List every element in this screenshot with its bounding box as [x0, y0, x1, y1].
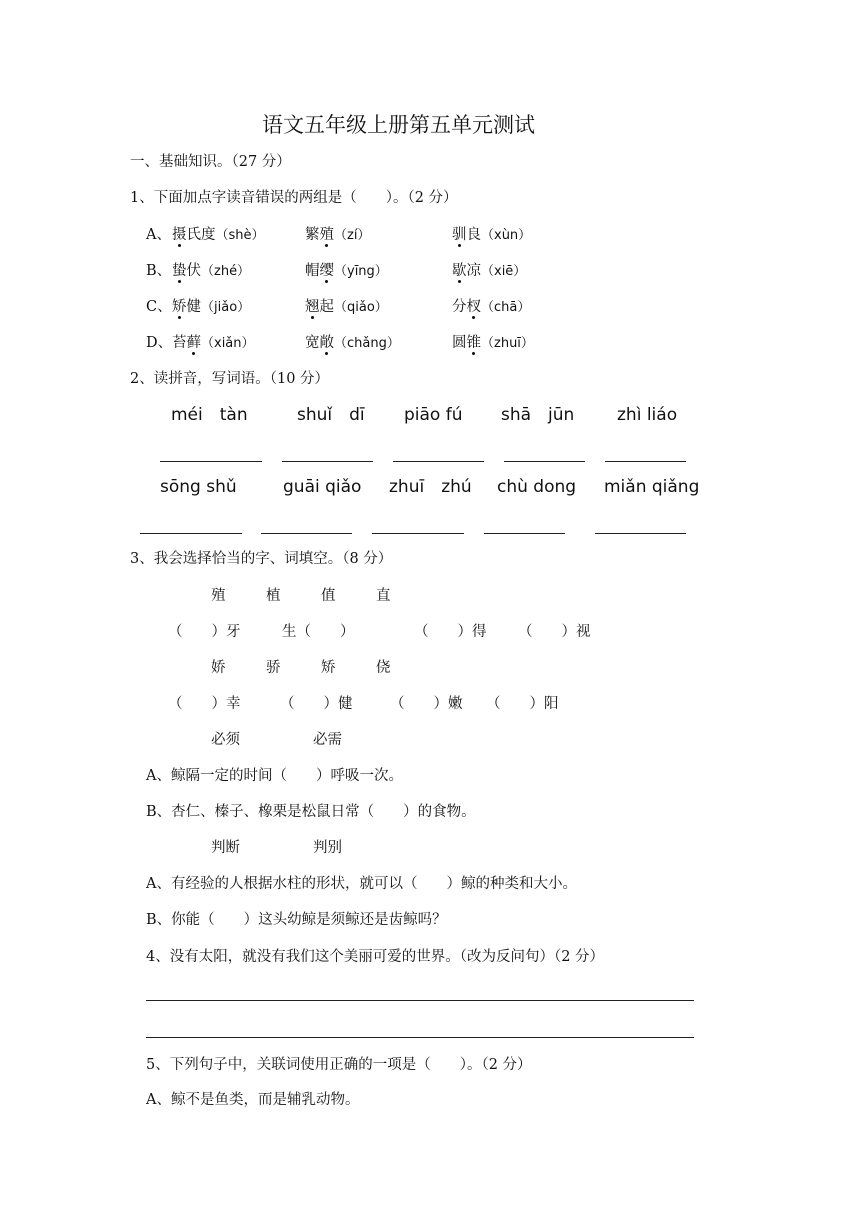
dotted-character: 锥: [466, 335, 481, 351]
pinyin-prompt: méi tàn: [171, 405, 248, 425]
answer-line[interactable]: [605, 461, 686, 462]
dotted-character: 缨: [319, 263, 334, 279]
sentence-a: A、有经验的人根据水柱的形状，就可以（ ）鲸的种类和大小。: [146, 876, 577, 892]
choice-character: 侥: [376, 660, 391, 676]
sentence-b: B、你能（ ）这头幼鲸是须鲸还是齿鲸吗？: [146, 912, 447, 928]
pinyin: （zhuī）: [481, 336, 534, 351]
pinyin-prompt: guāi qiǎo: [283, 477, 362, 497]
option-word: [172, 228, 265, 243]
dotted-character: 殖: [319, 227, 334, 243]
pinyin-prompt: zhì liáo: [617, 405, 678, 425]
pinyin: （xiǎn）: [201, 336, 255, 351]
word-suffix: 健: [186, 299, 201, 315]
choice-word: 必需: [313, 732, 342, 748]
pinyin-prompt: zhuī zhú: [389, 477, 472, 497]
choice-character: 值: [321, 588, 336, 604]
question-1-prompt: 1、下面加点字读音错误的两组是（ ）。（2 分）: [130, 190, 458, 206]
dotted-character: 敞: [319, 335, 334, 351]
pinyin: （xiē）: [481, 264, 527, 279]
option-word: [305, 264, 388, 279]
pinyin-prompt: piāo fú: [404, 405, 463, 425]
option-a: A、鲸不是鱼类，而是辅乳动物。: [146, 1092, 360, 1108]
fill-blank: （ ）幸: [168, 696, 241, 712]
pinyin: （yīng）: [334, 264, 388, 279]
answer-line[interactable]: [484, 533, 565, 534]
option-label: D、: [146, 335, 173, 351]
option-word: [452, 228, 531, 243]
pinyin: （xùn）: [481, 228, 532, 243]
answer-line[interactable]: [261, 533, 352, 534]
option-word: [452, 300, 530, 315]
word-prefix: 繁: [305, 227, 320, 243]
word-prefix: 宽: [305, 335, 320, 351]
pinyin-prompt: shā jūn: [501, 405, 575, 425]
dotted-character: 翘: [305, 299, 320, 315]
fill-blank: （ ）阳: [486, 696, 559, 712]
word-suffix: 起: [319, 299, 334, 315]
answer-line[interactable]: [504, 461, 585, 462]
choice-character: 殖: [211, 588, 226, 604]
answer-line[interactable]: [140, 533, 242, 534]
dotted-character: 歇: [452, 263, 467, 279]
answer-line[interactable]: [146, 1000, 694, 1001]
choice-character: 矫: [321, 660, 336, 676]
sentence-a: A、鲸隔一定的时间（ ）呼吸一次。: [146, 768, 403, 784]
fill-blank: （ ）视: [518, 624, 591, 640]
fill-blank: （ ）健: [280, 696, 353, 712]
dotted-character: 蛰: [172, 263, 187, 279]
question-4-prompt: 4、没有太阳，就没有我们这个美丽可爱的世界。（改为反问句）（2 分）: [146, 949, 605, 965]
option-label: B、: [146, 263, 172, 279]
fill-blank: （ ）牙: [168, 624, 241, 640]
page-title: 语文五年级上册第五单元测试: [262, 113, 535, 137]
option-word: [305, 228, 370, 243]
section-heading: 一、基础知识。（27 分）: [130, 154, 291, 170]
pinyin: （jiǎo）: [201, 300, 251, 315]
pinyin: （shè）: [215, 228, 265, 243]
word-prefix: 分: [452, 299, 467, 315]
option-label: C、: [146, 299, 172, 315]
answer-line[interactable]: [393, 461, 484, 462]
answer-line[interactable]: [372, 533, 464, 534]
word-suffix: 伏: [186, 263, 201, 279]
word-suffix: 良: [466, 227, 481, 243]
fill-blank: （ ）嫩: [390, 696, 463, 712]
dotted-character: 驯: [452, 227, 467, 243]
option-word: [305, 336, 400, 351]
pinyin: （chǎng）: [334, 336, 400, 351]
dotted-character: 矫: [172, 299, 187, 315]
option-word: [172, 336, 255, 351]
sentence-b: B、杏仁、榛子、橡栗是松鼠日常（ ）的食物。: [146, 804, 476, 820]
choice-character: 娇: [211, 660, 226, 676]
dotted-character: 摄: [172, 227, 187, 243]
pinyin-prompt: chù dong: [497, 477, 577, 497]
question-5-prompt: 5、下列句子中，关联词使用正确的一项是（ ）。（2 分）: [146, 1057, 532, 1073]
answer-line[interactable]: [160, 461, 262, 462]
pinyin: （zí）: [334, 228, 371, 243]
word-suffix: 凉: [466, 263, 481, 279]
option-label: A、: [146, 227, 171, 243]
question-3-prompt: 3、我会选择恰当的字、词填空。（8 分）: [130, 551, 393, 567]
answer-line[interactable]: [282, 461, 373, 462]
choice-word: 判断: [211, 840, 240, 856]
dotted-character: 藓: [186, 335, 201, 351]
question-2-prompt: 2、读拼音，写词语。（10 分）: [130, 371, 330, 387]
answer-line[interactable]: [595, 533, 686, 534]
answer-line[interactable]: [146, 1037, 694, 1038]
choice-word: 必须: [211, 732, 240, 748]
pinyin-prompt: shuǐ dī: [297, 405, 365, 425]
pinyin: （qiǎo）: [334, 300, 388, 315]
word-prefix: 苔: [172, 335, 187, 351]
word-prefix: 圆: [452, 335, 467, 351]
fill-blank: （ ）得: [414, 624, 487, 640]
option-word: [452, 336, 534, 351]
pinyin-prompt: sōng shǔ: [160, 477, 237, 497]
choice-character: 植: [266, 588, 281, 604]
pinyin: （chā）: [481, 300, 531, 315]
pinyin-prompt: miǎn qiǎng: [604, 477, 700, 497]
fill-blank: 生（ ）: [282, 624, 355, 640]
choice-character: 直: [376, 588, 391, 604]
choice-word: 判别: [313, 840, 342, 856]
word-prefix: 帽: [305, 263, 320, 279]
pinyin: （zhé）: [201, 264, 251, 279]
option-word: [305, 300, 388, 315]
option-word: [172, 300, 250, 315]
option-word: [172, 264, 250, 279]
dotted-character: 杈: [466, 299, 481, 315]
word-suffix: 氏度: [186, 227, 216, 243]
choice-character: 骄: [266, 660, 281, 676]
option-word: [452, 264, 526, 279]
